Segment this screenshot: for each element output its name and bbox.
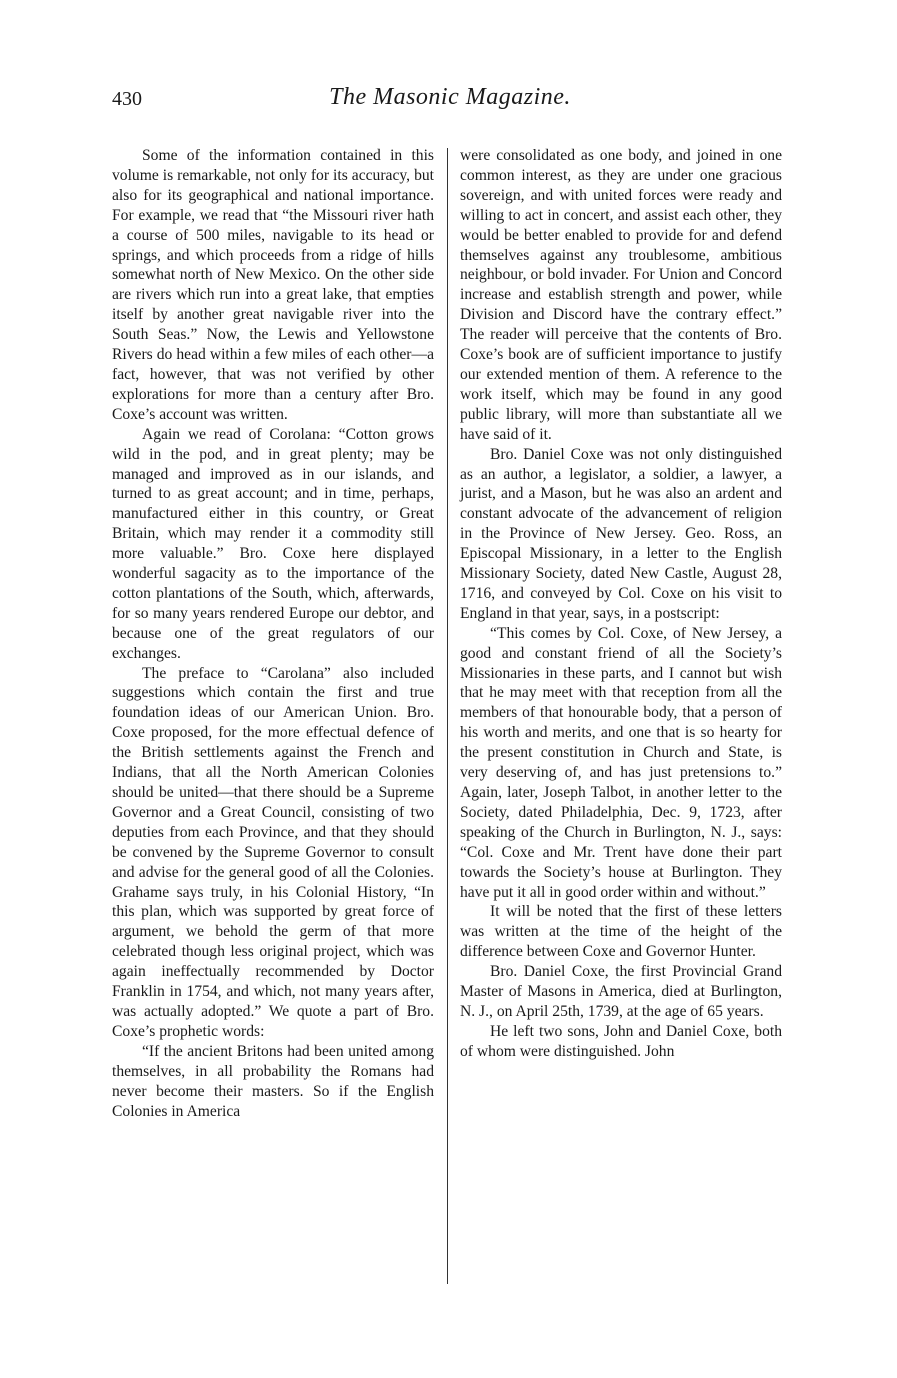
paragraph: “This comes by Col. Coxe, of New Jersey, a good and constant friend of all the Society’s Missionaries in these parts, and I cannot but wish that he may meet with that reception from all the members of that honourable body, that a person of his worth and merits, and one that is so hearty for the present constitution in Church and State, is very deserving of, and has just pretensions to.” Again, later, Joseph Talbot, in another letter to the Society, dated Philadelphia, Dec. 9, 1723, after speaking of the Church in Burlington, N. J., says: “Col. Coxe and Mr. Trent have done their part towards the Society’s house at Burlington. They have put it all in good order within and without.” [460, 624, 782, 901]
paragraph: Again we read of Corolana: “Cotton grows wild in the pod, and in great plenty; may be managed and improved as in our islands, and turned to as great account; and in time, perhaps, manufactured either in this country, or Great Britain, which may render it a commodity still more valuable.” Bro. Coxe here displayed wonderful sagacity as to the importance of the cotton plantations of the South, which, afterwards, for so many years rendered Europe our debtor, and because one of the great regulators of our exchanges. [112, 425, 434, 662]
paragraph: He left two sons, John and Daniel Coxe, both of whom were distinguished. John [460, 1022, 782, 1060]
column-divider [447, 148, 448, 1284]
paragraph: “If the ancient Britons had been united among themselves, in all probability the Romans had never become their masters. So if the English Colonies in America [112, 1042, 434, 1120]
paragraph: Some of the information contained in this volume is remarkable, not only for its accuracy, but also for its geographical and national importance. For example, we read that “the Missouri river hath a course of 500 miles, navigable to its head or springs, and which proceeds from a ridge of hills somewhat north of New Mexico. On the other side are rivers which run into a great lake, that empties itself by another great navigable river into the South Seas.” Now, the Lewis and Yellowstone Rivers do head within a few miles of each other—a fact, however, that was not verified by other explorations for more than a century after Bro. Coxe’s account was written. [112, 147, 434, 423]
paragraph: Bro. Daniel Coxe, the first Provincial Grand Master of Masons in America, died at Burlington, N. J., on April 25th, 1739, at the age of 65 years. [460, 963, 782, 1020]
left-column [112, 146, 434, 1121]
paragraph: Bro. Daniel Coxe was not only distinguished as an author, a legislator, a soldier, a lawyer, a jurist, and a Mason, but he was also an ardent and constant advocate of the advancement of religion in the Province of New Jersey. Geo. Ross, an Episcopal Missionary, in a letter to the English Missionary Society, dated New Castle, August 28, 1716, and conveyed by Col. Coxe on his visit to England in that year, says, in a postscript: [460, 445, 782, 622]
paragraph: were consolidated as one body, and joined in one common interest, as they are under one gracious sovereign, and with united forces were ready and willing to act in concert, and assist each other, they would be better enabled to provide for and defend themselves against any troublesome, ambitious neighbour, or bold invader. For Union and Concord increase and establish strength and power, while Division and Discord have the contrary effect.” The reader will perceive that the contents of Bro. Coxe’s book are of sufficient importance to justify our extended mention of them. A reference to the work itself, which may be found in any good public library, will more than substantiate all we have said of it. [460, 147, 782, 443]
page-number: 430 [112, 88, 142, 110]
running-title: The Masonic Magazine. [329, 84, 571, 110]
right-column [460, 146, 782, 1062]
page-header [112, 84, 788, 124]
paragraph: The preface to “Carolana” also included suggestions which contain the first and true foundation ideas of our American Union. Bro. Coxe proposed, for the more effectual defence of the British settlements against the French and Indians, that all the North American Colonies should be united—that there should be a Supreme Governor and a Great Council, consisting of two deputies from each Province, and that they should be convened by the Supreme Governor to consult and advise for the general good of all the Colonies. Grahame says truly, in his Colonial History, “In this plan, which was supported by great force of argument, we behold the germ of that more celebrated though less original project, which was again ineffectually recommended by Doctor Franklin in 1754, and which, not many years after, was actually adopted.” We quote a part of Bro. Coxe’s prophetic words: [112, 664, 434, 1040]
paragraph: It will be noted that the first of these letters was written at the time of the height of the difference between Coxe and Governor Hunter. [460, 903, 782, 961]
